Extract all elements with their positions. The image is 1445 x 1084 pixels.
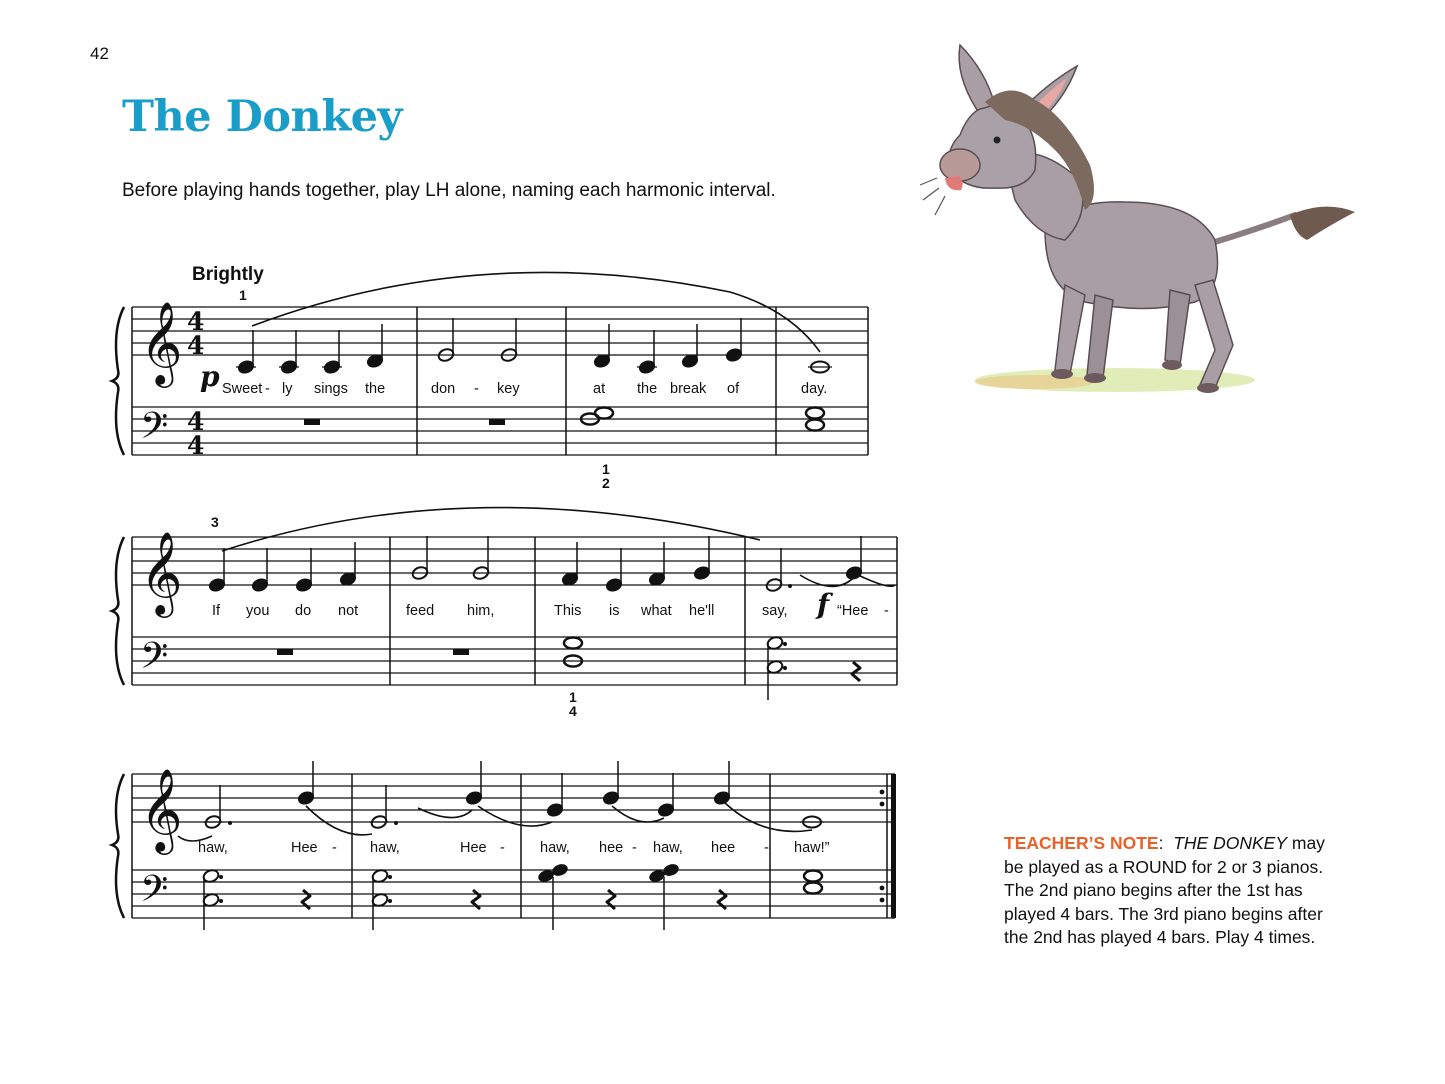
- svg-text:𝄢: 𝄢: [140, 405, 169, 456]
- lyric: him,: [467, 603, 495, 619]
- lyric: hee: [711, 840, 736, 856]
- lyric: haw,: [653, 840, 683, 856]
- lyric: don: [431, 381, 456, 397]
- lyric: haw!”: [794, 840, 830, 856]
- lyric: haw,: [370, 840, 400, 856]
- lyrics-system-1: [222, 381, 827, 397]
- lyric: haw,: [540, 840, 570, 856]
- repeat-dots: [880, 790, 885, 903]
- dynamic-piano: p: [200, 360, 220, 393]
- time-sig-bottom-bass: 4: [187, 431, 205, 460]
- instruction-text: Before playing hands together, play LH alone, naming each harmonic interval.: [122, 180, 776, 201]
- page-number: 42: [90, 44, 109, 63]
- svg-text:𝄢: 𝄢: [140, 868, 169, 919]
- lyrics-system-2: [212, 603, 889, 619]
- fingering-m1: 1: [239, 287, 247, 303]
- teachers-note-label: TEACHER’S NOTE: [1004, 833, 1159, 853]
- braces: [112, 307, 124, 918]
- page-title: The Donkey: [122, 92, 402, 142]
- lyric: break: [670, 381, 707, 397]
- lyric: Hee: [460, 840, 487, 856]
- svg-text:𝄞: 𝄞: [140, 300, 183, 384]
- lyric: -: [265, 381, 270, 397]
- lyric: -: [884, 603, 889, 619]
- lyric: If: [212, 603, 221, 619]
- lyrics-system-3: [198, 840, 830, 856]
- lyric: Hee: [291, 840, 318, 856]
- lyric: say,: [762, 603, 788, 619]
- teachers-note-separator: :: [1158, 833, 1164, 853]
- svg-text:𝄢: 𝄢: [140, 635, 169, 686]
- lyric: at: [593, 381, 606, 397]
- treble-clefs: [140, 300, 183, 855]
- lyric: Sweet: [222, 381, 263, 397]
- lyric: he'll: [689, 603, 715, 619]
- lyric: “Hee: [837, 603, 869, 619]
- final-repeat-barline: [891, 774, 896, 918]
- lyric: feed: [406, 603, 435, 619]
- lyric: you: [246, 603, 270, 619]
- lyric: -: [474, 381, 479, 397]
- svg-text:𝄞: 𝄞: [140, 767, 183, 851]
- fingering-lh-1-top: 1: [602, 461, 610, 477]
- svg-text:𝄞: 𝄞: [140, 530, 183, 614]
- teachers-note: [1004, 832, 1334, 950]
- lyric: not: [338, 603, 359, 619]
- lyric: ly: [282, 381, 293, 397]
- time-sig-bottom-treble: 4: [187, 331, 205, 360]
- fingering-lh-1-bottom: 2: [602, 475, 610, 491]
- lyric: the: [365, 381, 386, 397]
- lyric: -: [632, 840, 637, 856]
- lyric: sings: [314, 381, 348, 397]
- lyric: This: [554, 603, 582, 619]
- lyric: what: [641, 603, 672, 619]
- fingering-m5: 3: [211, 514, 219, 530]
- dynamic-forte: f: [817, 588, 830, 621]
- tempo-marking: Brightly: [192, 264, 264, 285]
- treble-notes: [203, 318, 863, 830]
- lyric: of: [727, 381, 740, 397]
- teachers-note-song-title: THE DONKEY: [1173, 833, 1287, 853]
- lyric: -: [764, 840, 769, 856]
- lyric: is: [609, 603, 620, 619]
- time-sig-top-bass: 4: [187, 407, 205, 436]
- lyric: -: [332, 840, 337, 856]
- lyric: do: [295, 603, 312, 619]
- time-sig-top-treble: 4: [187, 307, 205, 336]
- lyric: the: [637, 381, 658, 397]
- lyric: hee: [599, 840, 624, 856]
- lyric: -: [500, 840, 505, 856]
- slurs: [178, 272, 895, 841]
- lyric: day.: [801, 381, 828, 397]
- fingering-lh-2-bottom: 4: [569, 703, 577, 719]
- fingering-lh-2-top: 1: [569, 689, 577, 705]
- lyric: key: [497, 381, 520, 397]
- lyric: haw,: [198, 840, 228, 856]
- teachers-note-body: may be played as a ROUND for 2 or 3 pianos. The 2nd piano begins after the 1st has played 4 bars. The 3rd piano begins after the 2nd has played 4 bars. Play 4 times.: [1004, 833, 1325, 947]
